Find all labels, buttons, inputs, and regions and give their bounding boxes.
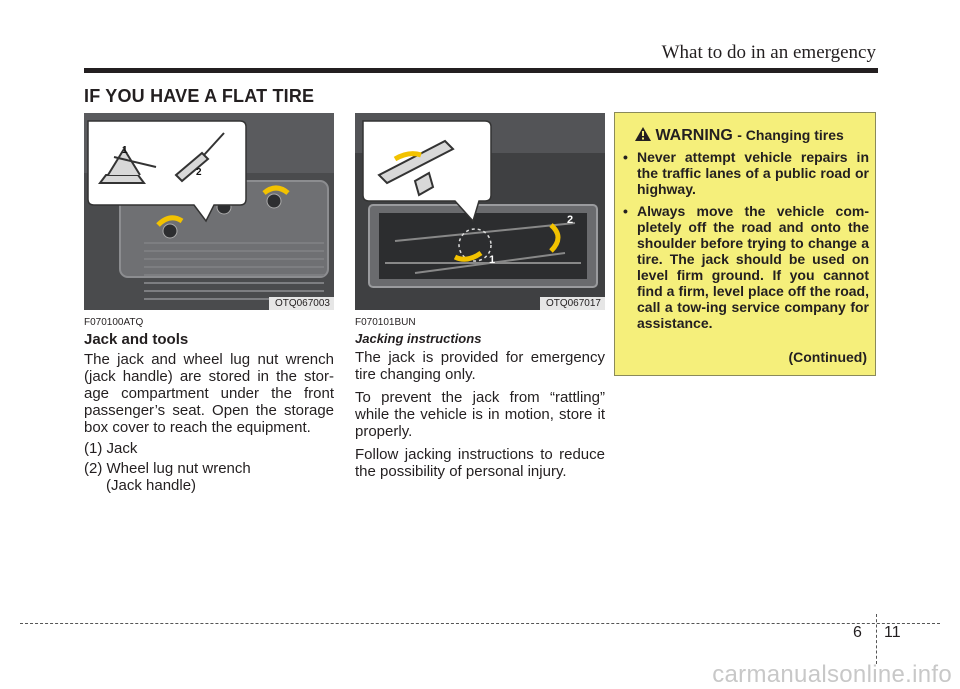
warning-subtitle: - Changing tires xyxy=(737,127,844,143)
section-title: IF YOU HAVE A FLAT TIRE xyxy=(84,86,315,106)
figure-code: OTQ067017 xyxy=(540,297,605,310)
warning-item: • Never attempt vehicle repairs in the traffic lanes of a public road or highway. xyxy=(623,149,869,197)
callout-2: 2 xyxy=(196,167,202,178)
paragraph-rattling: To prevent the jack from “rattling” while the vehicle is in motion, store it properly. xyxy=(355,389,605,440)
chapter-number: 6 xyxy=(853,624,862,641)
header-rule xyxy=(84,68,878,73)
body-text xyxy=(355,349,605,480)
callout-1: 1 xyxy=(489,254,496,266)
subsection-heading: Jacking instructions xyxy=(355,331,482,346)
warning-triangle-icon xyxy=(635,127,651,141)
jack-storage-paragraph: The jack and wheel lug nut wrench (jack handle) are stored in the stor-age compartment under the front passenger’s seat. Open the storage box cover to reach the equipment. xyxy=(84,351,334,436)
warning-box xyxy=(614,112,876,376)
figure-jack-compartment xyxy=(355,113,605,310)
section-code: F070101BUN xyxy=(355,317,416,328)
figure-jack-storage xyxy=(84,113,334,310)
continued-label: (Continued) xyxy=(788,349,867,365)
section-code: F070100ATQ xyxy=(84,317,144,328)
running-header: What to do in an emergency xyxy=(661,42,876,63)
callout-1: 1 xyxy=(122,145,128,156)
warning-item-text: Never attempt vehicle repairs in the traffic lanes of a public road or highway. xyxy=(637,149,869,197)
body-text xyxy=(84,351,334,494)
figure-code: OTQ067003 xyxy=(269,297,334,310)
paragraph-safety: Follow jacking instructions to reduce the possibility of personal injury. xyxy=(355,446,605,480)
page-number-separator xyxy=(876,614,877,664)
subsection-heading: Jack and tools xyxy=(84,331,189,348)
warning-item: • Always move the vehicle com-pletely off the road and onto the shoulder before trying to change a tire. The jack should be used on level firm ground. If you cannot find a firm, level place off the road, call a tow-ing service company for assistance. xyxy=(623,203,869,331)
jack-storage-illustration xyxy=(84,113,334,310)
warning-list xyxy=(623,149,869,337)
jack-compartment-illustration xyxy=(355,113,605,310)
list-item-jack: (1) Jack xyxy=(84,440,138,457)
paragraph-emergency: The jack is provided for emergency tire changing only. xyxy=(355,349,605,383)
callout-2: 2 xyxy=(567,214,574,226)
warning-item-text: Always move the vehicle com-pletely off the road and onto the shoulder before trying to change a tire. The jack should be used on level firm ground. If you cannot find a firm, level place off the road, call a tow-ing service company for assistance. xyxy=(637,203,869,331)
watermark: carmanualsonline.info xyxy=(712,661,952,688)
list-item-wrench: (2) Wheel lug nut wrench xyxy=(84,460,251,477)
warning-title: WARNING xyxy=(655,127,733,144)
page-number: 11 xyxy=(884,624,901,641)
list-item-wrench-cont: (Jack handle) xyxy=(106,477,197,494)
footer-rule xyxy=(20,623,940,624)
warning-heading xyxy=(635,127,844,145)
